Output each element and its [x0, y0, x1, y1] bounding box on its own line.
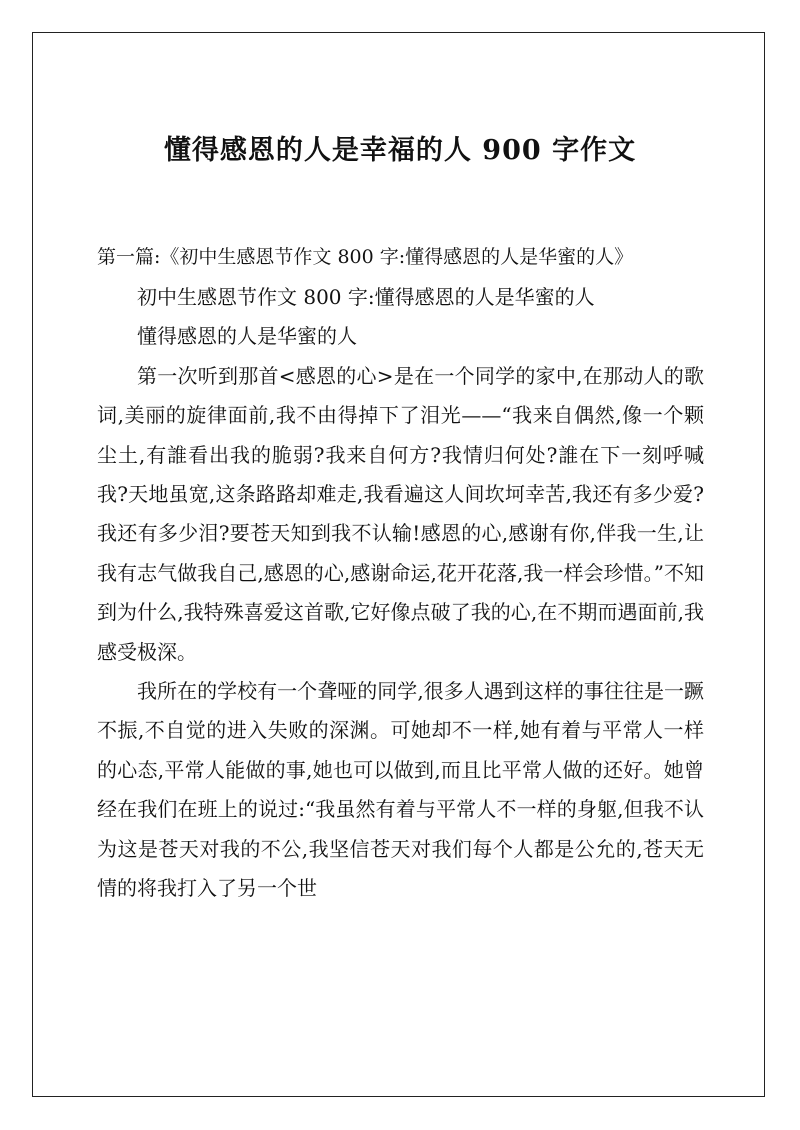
section-heading: 第一篇:《初中生感恩节作文 800 字:懂得感恩的人是华蜜的人》 [97, 246, 634, 268]
paragraph: 第一次听到那首<感恩的心>是在一个同学的家中,在那动人的歌词,美丽的旋律面前,我不由得掉下了泪光——“我来自偶然,像一个颗尘土,有誰看出我的脆弱?我来自何方?我情归何处?誰在下一刻呼喊我?天地虽宽,这条路路却难走,我看遍这人间坎坷幸苦,我还有多少爱?我还有多少泪?要苍天知到我不认输!感恩的心,感谢有你,伴我一生,让我有志气做我自己,感恩的心,感谢命运,花开花落,我一样会珍惜。”不知到为什么,我特殊喜爱这首歌,它好像点破了我的心,在不期而遇面前,我感受极深。 [97, 363, 704, 664]
paragraph: 我所在的学校有一个聋哑的同学,很多人遇到这样的事往往是一蹶不振,不自觉的进入失败的深渊。可她却不一样,她有着与平常人一样的心态,平常人能做的事,她也可以做到,而且比平常人做的还好。她曾经在我们在班上的说过:“我虽然有着与平常人不一样的身躯,但我不认为这是苍天对我的不公,我坚信苍天对我们每个人都是公允的,苍天无情的将我打入了另一个世 [97, 679, 704, 901]
document-body [97, 278, 704, 909]
paragraph-subheading: 懂得感恩的人是华蜜的人 [137, 324, 357, 349]
document-title: 懂得感恩的人是幸福的人 900 字作文 [163, 135, 637, 166]
paragraph-subtitle: 初中生感恩节作文 800 字:懂得感恩的人是华蜜的人 [137, 285, 595, 309]
